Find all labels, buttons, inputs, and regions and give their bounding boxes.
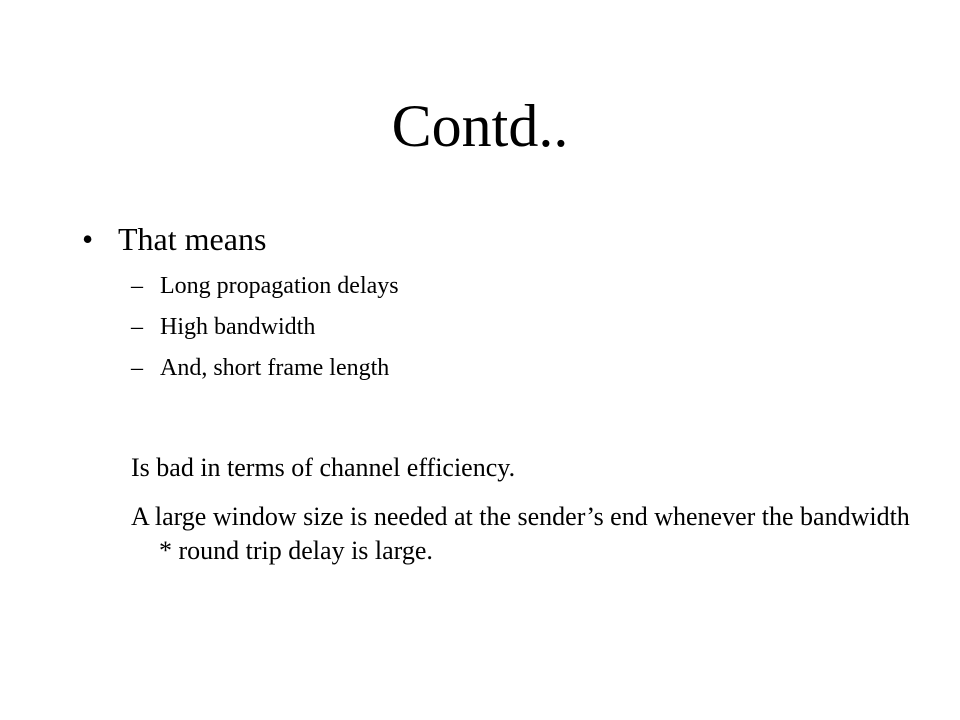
sub-bullet-text: High bandwidth bbox=[160, 314, 316, 340]
bullet-item bbox=[82, 213, 266, 265]
sub-bullet-list bbox=[131, 266, 399, 389]
dash-marker: – bbox=[131, 355, 143, 381]
sub-bullet-item bbox=[131, 266, 399, 307]
body-paragraph: Is bad in terms of channel efficiency. bbox=[131, 453, 516, 482]
dash-marker: – bbox=[131, 273, 143, 299]
bullet-text: That means bbox=[118, 221, 267, 257]
sub-bullet-item bbox=[131, 307, 399, 348]
sub-bullet-item bbox=[131, 348, 399, 389]
bullet-marker: • bbox=[82, 221, 94, 257]
sub-bullet-text: Long propagation delays bbox=[160, 273, 399, 299]
sub-bullet-text: And, short frame length bbox=[160, 355, 390, 381]
dash-marker: – bbox=[131, 314, 143, 340]
body-paragraph: A large window size is needed at the sender’s end whenever the bandwidth * round trip delay is large. bbox=[131, 502, 910, 565]
slide-title: Contd.. bbox=[391, 93, 569, 159]
